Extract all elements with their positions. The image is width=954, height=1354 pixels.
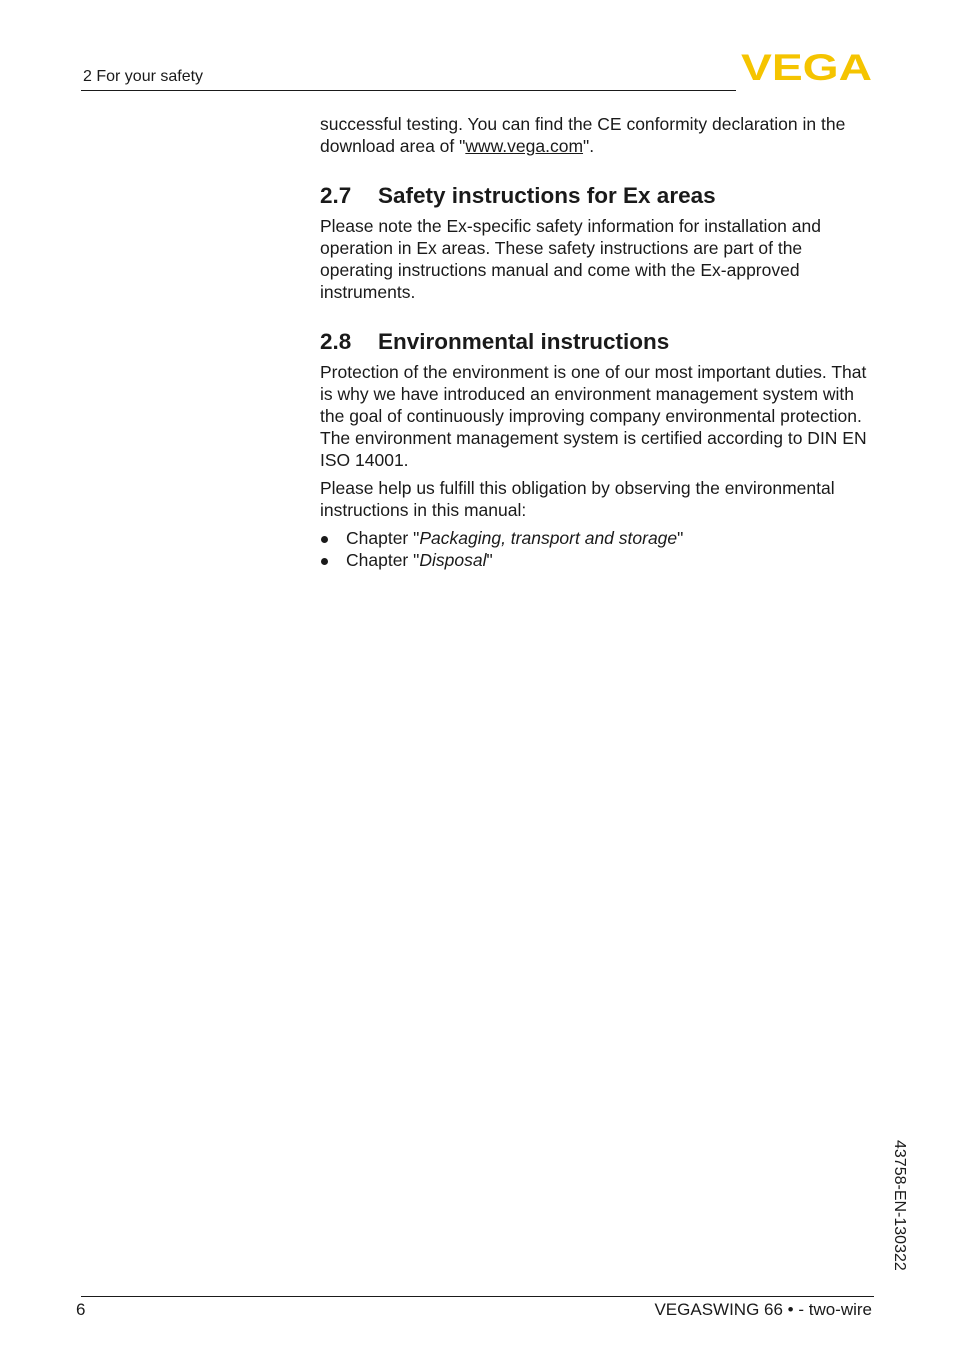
vega-website-link[interactable]: www.vega.com <box>465 136 584 156</box>
bullet-icon <box>321 558 328 565</box>
chapter-list <box>320 527 875 571</box>
intro-paragraph: successful testing. You can find the CE conformity declaration in the download area of "www.vega.com". <box>320 114 846 156</box>
section-heading-environmental: 2.8 Environmental instructions <box>320 329 670 354</box>
vega-logo-text: VEGA <box>741 51 872 83</box>
vega-logo <box>741 51 873 83</box>
product-name: VEGASWING 66 • - two-wire <box>654 1300 872 1319</box>
header-section-title: 2 For your safety <box>83 68 204 85</box>
ex-areas-paragraph: Please note the Ex-specific safety information for installation and operation in Ex areas. These safety instructions are part of the operating instructions manual and come with the Ex-approved instruments. <box>320 216 821 302</box>
page-number: 6 <box>76 1300 86 1319</box>
list-item: Chapter "Packaging, transport and storage" <box>320 527 875 549</box>
environmental-paragraph-1: Protection of the environment is one of our most important duties. That is why we have introduced an environment management system with the goal of continuously improving company environmental protection. The environment management system is certified according to DIN EN ISO 14001. <box>320 362 867 470</box>
header-rule <box>81 90 736 91</box>
main-content <box>320 113 875 571</box>
list-item: Chapter "Disposal" <box>320 549 875 571</box>
bullet-icon <box>321 536 328 543</box>
section-heading-ex-areas: 2.7 Safety instructions for Ex areas <box>320 183 716 208</box>
footer-rule <box>81 1296 874 1297</box>
document-id: 43758-EN-130322 <box>891 1140 908 1271</box>
environmental-paragraph-2: Please help us fulfill this obligation by observing the environmental instructions in this manual: <box>320 478 835 520</box>
